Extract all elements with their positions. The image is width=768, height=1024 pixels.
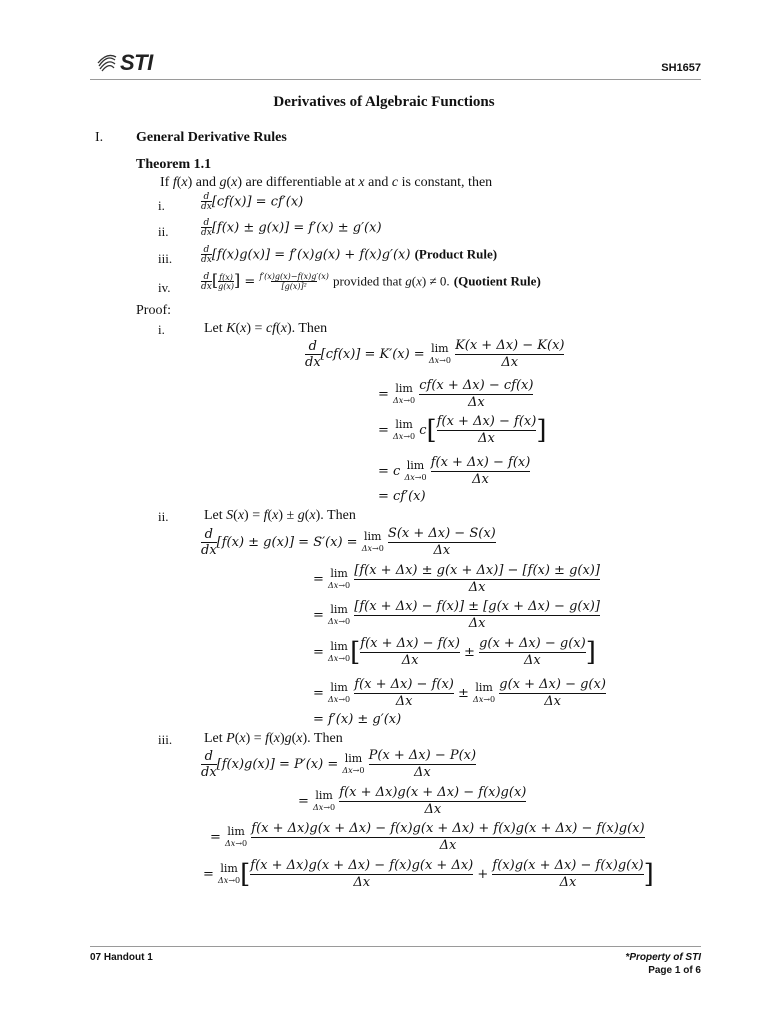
item-num-ii: ii. (158, 224, 169, 239)
globe-icon (96, 52, 118, 74)
theorem-label: Theorem 1.1 (136, 157, 212, 172)
proof-iii-line-1: d dx[f(x)g(x)] = P′(x) = lim Δx→0 P(x + Δx) − P(x) Δx (201, 748, 477, 780)
footer-left: 07 Handout 1 (90, 952, 153, 963)
proof-ii-line-3: = lim Δx→0 [f(x + Δx) − f(x)] ± [g(x + Δx) − g(x)] Δx (313, 599, 600, 631)
proof-i-line-4: = c lim Δx→0 f(x + Δx) − f(x) Δx (378, 455, 531, 487)
page-title: Derivatives of Algebraic Functions (273, 94, 495, 110)
proof-ii-line-6: = f′(x) ± g′(x) (313, 712, 402, 727)
proof-num-ii: ii. (158, 509, 169, 524)
item-num-i: i. (158, 198, 165, 213)
proof-label: Proof: (136, 303, 171, 318)
proof-i-intro: Let K(x) = cf(x). Then (204, 321, 328, 336)
theorem-item-iii: d dx[f(x)g(x)] = f′(x)g(x) + f(x)g′(x) (Product Rule) (201, 245, 498, 265)
footer-property: *Property of STI (625, 952, 701, 963)
proof-ii-line-2: = lim Δx→0 [f(x + Δx) ± g(x + Δx)] − [f(x) ± g(x)] Δx (313, 563, 600, 595)
proof-ii-line-4: = lim Δx→0[f(x + Δx) − f(x) Δx ± g(x + Δx) − g(x) Δx ] (313, 636, 596, 668)
proof-i-line-5: = cf′(x) (378, 489, 426, 504)
theorem-intro: If f(x) and g(x) are differentiable at x and c is constant, then (160, 175, 493, 190)
proof-iii-line-3: = lim Δx→0 f(x + Δx)g(x + Δx) − f(x)g(x + Δx) + f(x)g(x + Δx) − f(x)g(x) Δx (210, 821, 645, 853)
proof-i-line-2: = lim Δx→0 cf(x + Δx) − cf(x) Δx (378, 378, 534, 410)
proof-i-line-1: d dx[cf(x)] = K′(x) = lim Δx→0 K(x + Δx) − K(x) Δx (305, 338, 565, 370)
item-num-iv: iv. (158, 280, 171, 295)
proof-iii-line-2: = lim Δx→0 f(x + Δx)g(x + Δx) − f(x)g(x) Δx (298, 785, 527, 817)
proof-ii-intro: Let S(x) = f(x) ± g(x). Then (204, 508, 356, 523)
product-rule-label: (Product Rule) (414, 246, 498, 262)
theorem-item-i: d dx[cf(x)] = cf′(x) (201, 192, 304, 212)
logo-text: STI (120, 50, 153, 75)
proof-num-i: i. (158, 322, 165, 337)
section-numeral: I. (95, 130, 104, 145)
proof-iii-line-4: = lim Δx→0[f(x + Δx)g(x + Δx) − f(x)g(x + Δx) Δx + f(x)g(x + Δx) − f(x)g(x) Δx ] (203, 858, 654, 890)
header-rule (90, 79, 701, 80)
doc-code: SH1657 (661, 62, 701, 74)
footer-page-number: Page 1 of 6 (648, 965, 701, 976)
footer-rule (90, 946, 701, 947)
proof-iii-intro: Let P(x) = f(x)g(x). Then (204, 731, 343, 746)
proof-i-line-3: = lim Δx→0 c[f(x + Δx) − f(x) Δx ] (378, 414, 547, 446)
proof-num-iii: iii. (158, 732, 173, 747)
theorem-item-iv: d dx[f(x) g(x)] = f′(x)g(x)−f(x)g′(x) [g(x)]² provided that g(x) ≠ 0. (Quotient Rule) (201, 270, 541, 292)
item-num-iii: iii. (158, 251, 173, 266)
proof-ii-line-5: = lim Δx→0 f(x + Δx) − f(x) Δx ± lim Δx→0 g(x + Δx) − g(x) Δx (313, 677, 606, 709)
quotient-rule-label: (Quotient Rule) (453, 273, 541, 289)
theorem-item-ii: d dx[f(x) ± g(x)] = f′(x) ± g′(x) (201, 218, 382, 238)
sti-logo (96, 50, 153, 76)
section-heading: General Derivative Rules (136, 130, 287, 145)
proof-ii-line-1: d dx[f(x) ± g(x)] = S′(x) = lim Δx→0 S(x + Δx) − S(x) Δx (201, 526, 496, 558)
